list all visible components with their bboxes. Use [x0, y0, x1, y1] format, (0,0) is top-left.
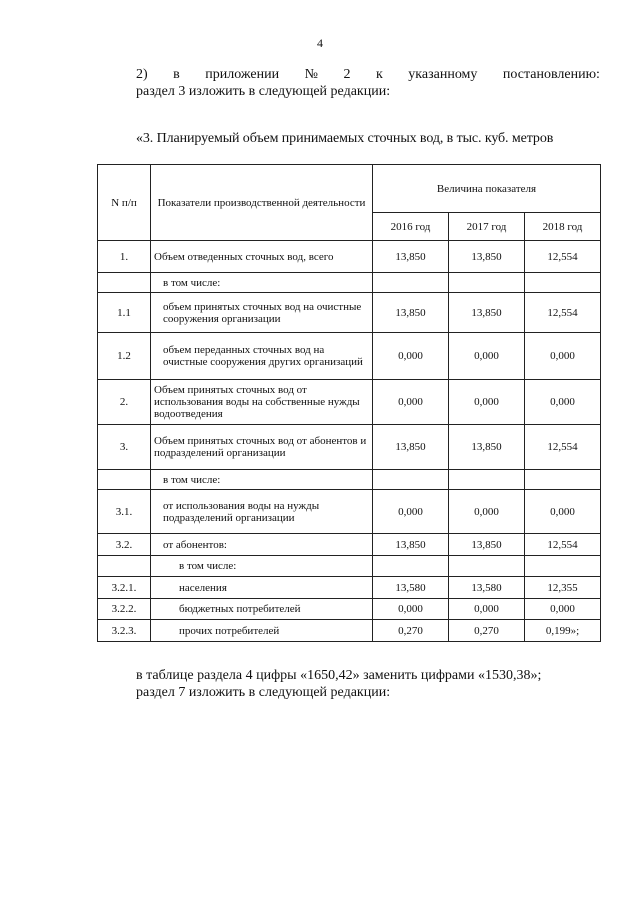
value-2017: 0,000 — [449, 380, 525, 425]
outro-line-1: в таблице раздела 4 цифры «1650,42» заменить цифрами «1530,38»; — [136, 668, 542, 683]
header-indicators: Показатели производственной деятельности — [151, 165, 373, 241]
value-2016: 0,000 — [373, 599, 449, 620]
row-label: в том числе: — [151, 470, 373, 490]
header-value: Величина показателя — [373, 165, 601, 213]
table-row — [98, 490, 601, 534]
value-2016: 13,850 — [373, 241, 449, 273]
row-label: объем переданных сточных вод на очистные сооружения других организаций — [151, 333, 373, 380]
value-2018: 0,000 — [525, 490, 601, 534]
row-number: 3.2.2. — [98, 599, 151, 620]
row-number — [98, 470, 151, 490]
value-2017: 0,270 — [449, 620, 525, 642]
row-number: 3.1. — [98, 490, 151, 534]
value-2017: 0,000 — [449, 490, 525, 534]
value-2018 — [525, 273, 601, 293]
table-row — [98, 241, 601, 273]
row-label: Объем принятых сточных вод от использования воды на собственные нужды водоотведения — [151, 380, 373, 425]
row-number — [98, 556, 151, 577]
value-2018 — [525, 470, 601, 490]
value-2018: 0,000 — [525, 333, 601, 380]
value-2016: 0,000 — [373, 333, 449, 380]
value-2016 — [373, 273, 449, 293]
row-label: Объем принятых сточных вод от абонентов и подразделений организации — [151, 425, 373, 470]
section-title: «3. Планируемый объем принимаемых сточных вод, в тыс. куб. метров — [136, 131, 554, 146]
row-number: 3.2.3. — [98, 620, 151, 642]
row-label: объем принятых сточных вод на очистные сооружения организации — [151, 293, 373, 333]
page-number: 4 — [317, 36, 323, 50]
intro-line-2: раздел 3 изложить в следующей редакции: — [136, 84, 391, 99]
table-row — [98, 470, 601, 490]
value-2017: 0,000 — [449, 333, 525, 380]
value-2018: 12,355 — [525, 577, 601, 599]
intro-word: указанному — [408, 67, 478, 82]
value-2018: 12,554 — [525, 534, 601, 556]
intro-word: 2) — [136, 67, 148, 82]
value-2017: 13,850 — [449, 293, 525, 333]
table-row — [98, 577, 601, 599]
value-2018 — [525, 556, 601, 577]
value-2018: 12,554 — [525, 425, 601, 470]
row-number: 1.2 — [98, 333, 151, 380]
table-row — [98, 620, 601, 642]
row-number: 3.2.1. — [98, 577, 151, 599]
value-2017: 13,850 — [449, 534, 525, 556]
row-label: бюджетных потребителей — [151, 599, 373, 620]
intro-word: № — [304, 67, 318, 82]
value-2017 — [449, 556, 525, 577]
value-2018: 0,000 — [525, 380, 601, 425]
intro-word: 2 — [343, 67, 351, 82]
value-2018: 0,199»; — [525, 620, 601, 642]
table-row — [98, 534, 601, 556]
table-row — [98, 425, 601, 470]
header-year-2016: 2016 год — [373, 213, 449, 241]
intro-word: постановлению: — [502, 67, 600, 82]
table-row — [98, 333, 601, 380]
row-label: от использования воды на нужды подразделений организации — [151, 490, 373, 534]
value-2017: 13,850 — [449, 425, 525, 470]
value-2018: 12,554 — [525, 241, 601, 273]
intro-paragraph — [136, 66, 600, 100]
value-2017 — [449, 470, 525, 490]
value-2016: 13,850 — [373, 293, 449, 333]
intro-word: в — [173, 67, 180, 82]
value-2016: 0,000 — [373, 380, 449, 425]
value-2016 — [373, 556, 449, 577]
value-2016 — [373, 470, 449, 490]
row-number: 1.1 — [98, 293, 151, 333]
value-2018: 0,000 — [525, 599, 601, 620]
value-2017: 13,580 — [449, 577, 525, 599]
table-row — [98, 599, 601, 620]
value-2017: 0,000 — [449, 599, 525, 620]
header-year-2017: 2017 год — [449, 213, 525, 241]
wastewater-table — [97, 164, 601, 642]
intro-word: приложении — [205, 67, 280, 82]
table-row — [98, 380, 601, 425]
row-number: 2. — [98, 380, 151, 425]
row-label: прочих потребителей — [151, 620, 373, 642]
intro-line-1 — [136, 66, 600, 83]
table-row — [98, 556, 601, 577]
header-number: N п/п — [98, 165, 151, 241]
value-2017: 13,850 — [449, 241, 525, 273]
table-row — [98, 273, 601, 293]
value-2016: 13,850 — [373, 534, 449, 556]
value-2016: 0,000 — [373, 490, 449, 534]
value-2016: 13,580 — [373, 577, 449, 599]
row-number: 1. — [98, 241, 151, 273]
row-label: Объем отведенных сточных вод, всего — [151, 241, 373, 273]
row-label: в том числе: — [151, 273, 373, 293]
row-number — [98, 273, 151, 293]
value-2017 — [449, 273, 525, 293]
intro-word: к — [375, 67, 383, 82]
row-label: населения — [151, 577, 373, 599]
row-number: 3. — [98, 425, 151, 470]
outro-paragraph — [136, 667, 600, 701]
value-2018: 12,554 — [525, 293, 601, 333]
row-label: в том числе: — [151, 556, 373, 577]
row-label: от абонентов: — [151, 534, 373, 556]
value-2016: 13,850 — [373, 425, 449, 470]
row-number: 3.2. — [98, 534, 151, 556]
table-row — [98, 293, 601, 333]
outro-line-2: раздел 7 изложить в следующей редакции: — [136, 685, 391, 700]
header-year-2018: 2018 год — [525, 213, 601, 241]
value-2016: 0,270 — [373, 620, 449, 642]
